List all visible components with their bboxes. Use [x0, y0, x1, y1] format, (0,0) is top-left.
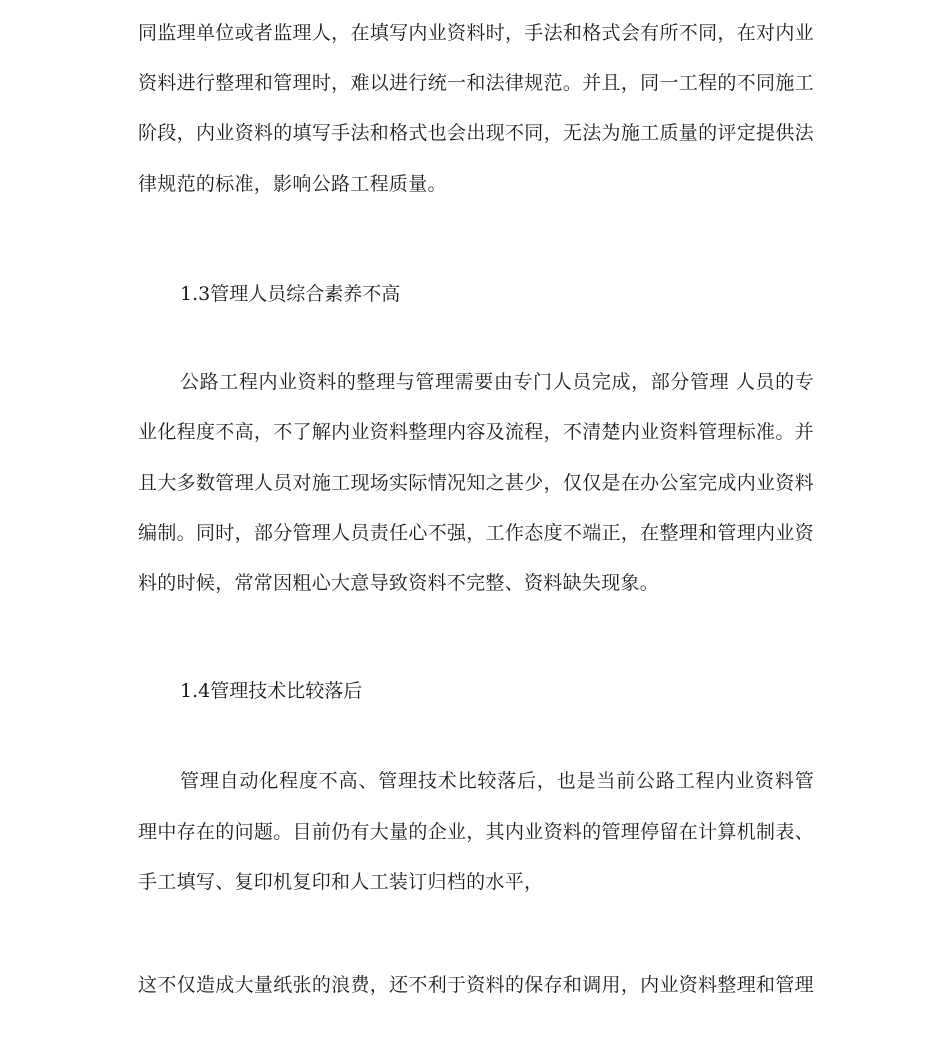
section-heading: 1.4管理技术比较落后 [180, 680, 363, 702]
paragraph-line: 律规范的标准，影响公路工程质量。 [138, 173, 447, 195]
paragraph-line: 管理自动化程度不高、管理技术比较落后，也是当前公路工程内业资料管 [180, 770, 814, 792]
paragraph-line: 料的时候，常常因粗心大意导致资料不完整、资料缺失现象。 [138, 572, 660, 594]
paragraph-line: 业化程度不高，不了解内业资料整理内容及流程，不清楚内业资料管理标准。并 [138, 421, 814, 443]
paragraph-line: 资料进行整理和管理时，难以进行统一和法律规范。并且，同一工程的不同施工 [138, 72, 814, 94]
paragraph-line: 理中存在的问题。目前仍有大量的企业，其内业资料的管理停留在计算机制表、 [138, 821, 814, 843]
paragraph-line: 手工填写、复印机复印和人工装订归档的水平， [138, 871, 544, 893]
paragraph-line: 这不仅造成大量纸张的浪费，还不利于资料的保存和调用，内业资料整理和管理 [138, 974, 814, 996]
paragraph-line: 公路工程内业资料的整理与管理需要由专门人员完成，部分管理 人员的专 [180, 371, 814, 393]
paragraph-line: 编制。同时，部分管理人员责任心不强，工作态度不端正，在整理和管理内业资 [138, 522, 814, 544]
paragraph-line: 同监理单位或者监理人，在填写内业资料时，手法和格式会有所不同，在对内业 [138, 22, 814, 44]
paragraph-line: 阶段，内业资料的填写手法和格式也会出现不同，无法为施工质量的评定提供法 [138, 122, 814, 144]
paragraph-line: 且大多数管理人员对施工现场实际情况知之甚少，仅仅是在办公室完成内业资料 [138, 472, 814, 494]
section-heading: 1.3管理人员综合素养不高 [180, 283, 401, 305]
